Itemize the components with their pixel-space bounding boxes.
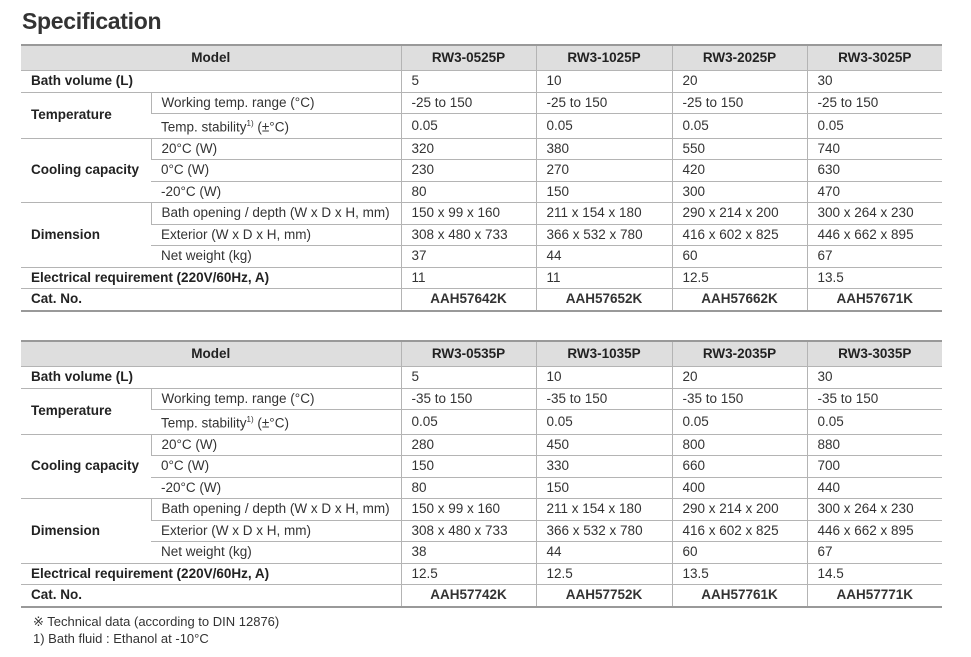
header-model: Model [21,341,401,367]
header-model-3: RW3-2025P [672,45,807,71]
cell: 11 [536,267,672,289]
cell: 150 [401,456,536,478]
table-row [21,114,942,139]
table-row [21,224,942,246]
cell: 0.05 [536,114,672,139]
cell: 630 [807,160,942,182]
table-row [21,181,942,203]
cell: -35 to 150 [536,388,672,410]
cell: 320 [401,138,536,160]
cell: -25 to 150 [807,92,942,114]
cell: 308 x 480 x 733 [401,520,536,542]
sub-label: Exterior (W x D x H, mm) [151,224,401,246]
sub-label: -20°C (W) [151,181,401,203]
sub-label: Bath opening / depth (W x D x H, mm) [151,499,401,521]
spec-table-2 [21,340,942,608]
cell: 440 [807,477,942,499]
table-row [21,367,942,389]
cell: 366 x 532 x 780 [536,520,672,542]
cell: 0.05 [672,114,807,139]
table-row [21,203,942,225]
cell: 14.5 [807,563,942,585]
header-model-2: RW3-1035P [536,341,672,367]
cell: 0.05 [807,410,942,435]
table-row [21,92,942,114]
cell: 150 [536,181,672,203]
cell: -25 to 150 [401,92,536,114]
table-row [21,160,942,182]
cell: 290 x 214 x 200 [672,203,807,225]
row-label-cooling: Cooling capacity [21,434,151,499]
cell: 12.5 [401,563,536,585]
cell: 0.05 [672,410,807,435]
cat-no-cell: AAH57742K [401,585,536,607]
row-label-dimension: Dimension [21,499,151,564]
cat-no-cell: AAH57652K [536,289,672,311]
cell: -35 to 150 [401,388,536,410]
sub-label: Net weight (kg) [151,542,401,564]
cell: 880 [807,434,942,456]
header-model-4: RW3-3035P [807,341,942,367]
table-row [21,520,942,542]
row-label-dimension: Dimension [21,203,151,268]
cell: 60 [672,542,807,564]
cell: -35 to 150 [672,388,807,410]
header-model-1: RW3-0525P [401,45,536,71]
cell: 740 [807,138,942,160]
spec-table-1 [21,44,942,312]
cell: 300 x 264 x 230 [807,203,942,225]
cell: 330 [536,456,672,478]
cell: 446 x 662 x 895 [807,224,942,246]
row-label-temperature: Temperature [21,92,151,138]
row-label-cat-no: Cat. No. [21,585,401,607]
row-label-cat-no: Cat. No. [21,289,401,311]
table-row [21,477,942,499]
cell: 5 [401,71,536,93]
row-label-temperature: Temperature [21,388,151,434]
footnote-marker: 1) [246,415,254,424]
cell: 0.05 [536,410,672,435]
header-model-2: RW3-1025P [536,45,672,71]
cell: 11 [401,267,536,289]
sub-label: Bath opening / depth (W x D x H, mm) [151,203,401,225]
cell: 150 x 99 x 160 [401,203,536,225]
cell: 80 [401,477,536,499]
sub-label: Exterior (W x D x H, mm) [151,520,401,542]
table-row [21,542,942,564]
stability-unit: (±°C) [253,119,289,135]
cell: 416 x 602 x 825 [672,224,807,246]
cat-no-cell: AAH57761K [672,585,807,607]
row-label-electrical: Electrical requirement (220V/60Hz, A) [21,267,401,289]
cell: 13.5 [672,563,807,585]
cell: 280 [401,434,536,456]
table-row [21,456,942,478]
cell: 211 x 154 x 180 [536,203,672,225]
page-title: Specification [22,8,162,34]
table-row [21,434,942,456]
cell: 13.5 [807,267,942,289]
cell: 300 x 264 x 230 [807,499,942,521]
cell: 230 [401,160,536,182]
footnote-marker: 1) [246,119,254,128]
table-row [21,246,942,268]
note-technical-data: ※ Technical data (according to DIN 12876) [33,614,280,629]
cell: 211 x 154 x 180 [536,499,672,521]
table-header-row [21,45,942,71]
cell: 0.05 [807,114,942,139]
cell: 470 [807,181,942,203]
cell: 30 [807,367,942,389]
cat-no-cell: AAH57752K [536,585,672,607]
header-model-3: RW3-2035P [672,341,807,367]
cell: 400 [672,477,807,499]
cell: 300 [672,181,807,203]
cell: 30 [807,71,942,93]
row-label-bath-volume: Bath volume (L) [21,367,401,389]
stability-label: Temp. stability [161,119,247,135]
table-row [21,410,942,435]
note-bath-fluid: 1) Bath fluid : Ethanol at -10°C [33,631,209,646]
cell: 700 [807,456,942,478]
table-row [21,563,942,585]
table-header-row [21,341,942,367]
table-row [21,71,942,93]
cell: 20 [672,367,807,389]
table-row [21,138,942,160]
cell: 450 [536,434,672,456]
sub-label: 20°C (W) [151,434,401,456]
header-model-4: RW3-3025P [807,45,942,71]
cell: 380 [536,138,672,160]
sub-label [151,410,401,435]
cell: 44 [536,246,672,268]
row-label-electrical: Electrical requirement (220V/60Hz, A) [21,563,401,585]
cell: 0.05 [401,410,536,435]
cell: -25 to 150 [672,92,807,114]
cell: 446 x 662 x 895 [807,520,942,542]
cell: 12.5 [536,563,672,585]
cat-no-cell: AAH57771K [807,585,942,607]
cell: 800 [672,434,807,456]
cell: 44 [536,542,672,564]
cell: 420 [672,160,807,182]
cell: 20 [672,71,807,93]
sub-label [151,114,401,139]
header-model-1: RW3-0535P [401,341,536,367]
sub-label: 20°C (W) [151,138,401,160]
table-row [21,267,942,289]
cell: 150 [536,477,672,499]
cell: 10 [536,71,672,93]
cell: 37 [401,246,536,268]
cell: 80 [401,181,536,203]
table-row [21,388,942,410]
sub-label: 0°C (W) [151,160,401,182]
cell: 5 [401,367,536,389]
cell: 150 x 99 x 160 [401,499,536,521]
cell: 67 [807,542,942,564]
cell: 10 [536,367,672,389]
stability-unit: (±°C) [253,415,289,431]
stability-label: Temp. stability [161,415,247,431]
sub-label: Working temp. range (°C) [151,388,401,410]
cell: -25 to 150 [536,92,672,114]
cell: 67 [807,246,942,268]
cell: 416 x 602 x 825 [672,520,807,542]
cell: 290 x 214 x 200 [672,499,807,521]
cat-no-cell: AAH57671K [807,289,942,311]
cell: 366 x 532 x 780 [536,224,672,246]
table-row [21,585,942,607]
cell: 550 [672,138,807,160]
sub-label: -20°C (W) [151,477,401,499]
cell: 270 [536,160,672,182]
sub-label: 0°C (W) [151,456,401,478]
cell: 308 x 480 x 733 [401,224,536,246]
footnotes [33,613,279,647]
sub-label: Working temp. range (°C) [151,92,401,114]
row-label-bath-volume: Bath volume (L) [21,71,401,93]
cat-no-cell: AAH57662K [672,289,807,311]
table-row [21,289,942,311]
cell: 60 [672,246,807,268]
header-model: Model [21,45,401,71]
row-label-cooling: Cooling capacity [21,138,151,203]
cell: -35 to 150 [807,388,942,410]
cell: 38 [401,542,536,564]
sub-label: Net weight (kg) [151,246,401,268]
cell: 0.05 [401,114,536,139]
cell: 660 [672,456,807,478]
cell: 12.5 [672,267,807,289]
table-row [21,499,942,521]
cat-no-cell: AAH57642K [401,289,536,311]
